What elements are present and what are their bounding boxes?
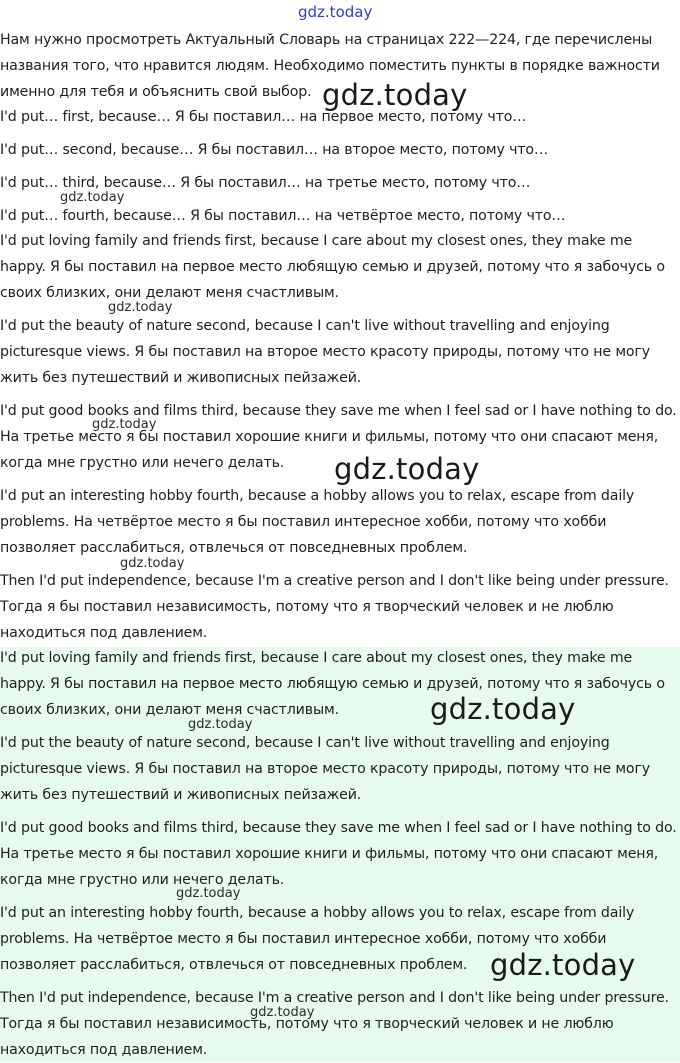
highlighted-answer-fifth: Then I'd put independence, because I'm a creative person and I don't like being under pressure. Тогда я бы поставил независимость, потому что я творческий человек и не люблю находиться под давлением. bbox=[0, 990, 669, 1058]
answer-second: I'd put the beauty of nature second, because I can't live without travelling and enjoying picturesque views. Я бы поставил на второе место красоту природы, потому что не могу жить без путешествий и живописных пейзажей. bbox=[0, 318, 650, 386]
template-third: I'd put… third, because… Я бы поставил… на третье место, потому что… bbox=[0, 175, 531, 191]
watermark-small: gdz.today bbox=[188, 717, 253, 732]
highlighted-answer-third: I'd put good books and films third, because they save me when I feel sad or I have nothing to do. На третье место я бы поставил хорошие книги и фильмы, потому что они спасают меня, когда мне грустно или нечего делать. bbox=[0, 820, 677, 888]
task-description: Нам нужно просмотреть Актуальный Словарь на страницах 222—224, где перечислены названия того, что нравится людям. Необходимо поместить пункты в порядке важности именно для тебя и объяснить свой выбор. bbox=[0, 32, 660, 100]
watermark-large: gdz.today bbox=[490, 948, 636, 982]
watermark-large: gdz.today bbox=[322, 78, 468, 112]
answer-fifth: Then I'd put independence, because I'm a creative person and I don't like being under pressure. Тогда я бы поставил независимость, потому что я творческий человек и не люблю находиться под давлением. bbox=[0, 573, 669, 641]
watermark-large: gdz.today bbox=[334, 452, 480, 486]
watermark-small: gdz.today bbox=[250, 1005, 315, 1020]
highlighted-answer-fourth: I'd put an interesting hobby fourth, because a hobby allows you to relax, escape from daily problems. На четвёртое место я бы поставил интересное хобби, потому что хобби позволяет расслабиться, отвлечься от повседневных проблем. bbox=[0, 905, 635, 973]
highlighted-answer-first: I'd put loving family and friends first, because I care about my closest ones, they make me happy. Я бы поставил на первое место любящую семью и друзей, потому что я забочусь о своих близких, они делают меня счастливым. bbox=[0, 650, 665, 718]
watermark-small: gdz.today bbox=[108, 300, 173, 315]
template-fourth: I'd put… fourth, because… Я бы поставил… на четвёртое место, потому что… bbox=[0, 208, 566, 224]
watermark-top: gdz.today bbox=[298, 3, 373, 21]
template-first: I'd put… first, because… Я бы поставил… на первое место, потому что… bbox=[0, 109, 527, 125]
watermark-small: gdz.today bbox=[176, 886, 241, 901]
highlighted-answer-second: I'd put the beauty of nature second, because I can't live without travelling and enjoying picturesque views. Я бы поставил на второе место красоту природы, потому что не могу жить без путешествий и живописных пейзажей. bbox=[0, 735, 650, 803]
watermark-large: gdz.today bbox=[430, 692, 576, 726]
answer-first: I'd put loving family and friends first, because I care about my closest ones, they make me happy. Я бы поставил на первое место любящую семью и друзей, потому что я забочусь о своих близких, они делают меня счастливым. bbox=[0, 233, 665, 301]
answer-third: I'd put good books and films third, because they save me when I feel sad or I have nothing to do. На третье место я бы поставил хорошие книги и фильмы, потому что они спасают меня, когда мне грустно или нечего делать. bbox=[0, 403, 677, 471]
watermark-small: gdz.today bbox=[92, 417, 157, 432]
watermark-small: gdz.today bbox=[60, 190, 125, 205]
watermark-small: gdz.today bbox=[120, 556, 185, 571]
answer-fourth: I'd put an interesting hobby fourth, because a hobby allows you to relax, escape from daily problems. На четвёртое место я бы поставил интересное хобби, потому что хобби позволяет расслабиться, отвлечься от повседневных проблем. bbox=[0, 488, 635, 556]
template-second: I'd put… second, because… Я бы поставил… на второе место, потому что… bbox=[0, 142, 548, 158]
